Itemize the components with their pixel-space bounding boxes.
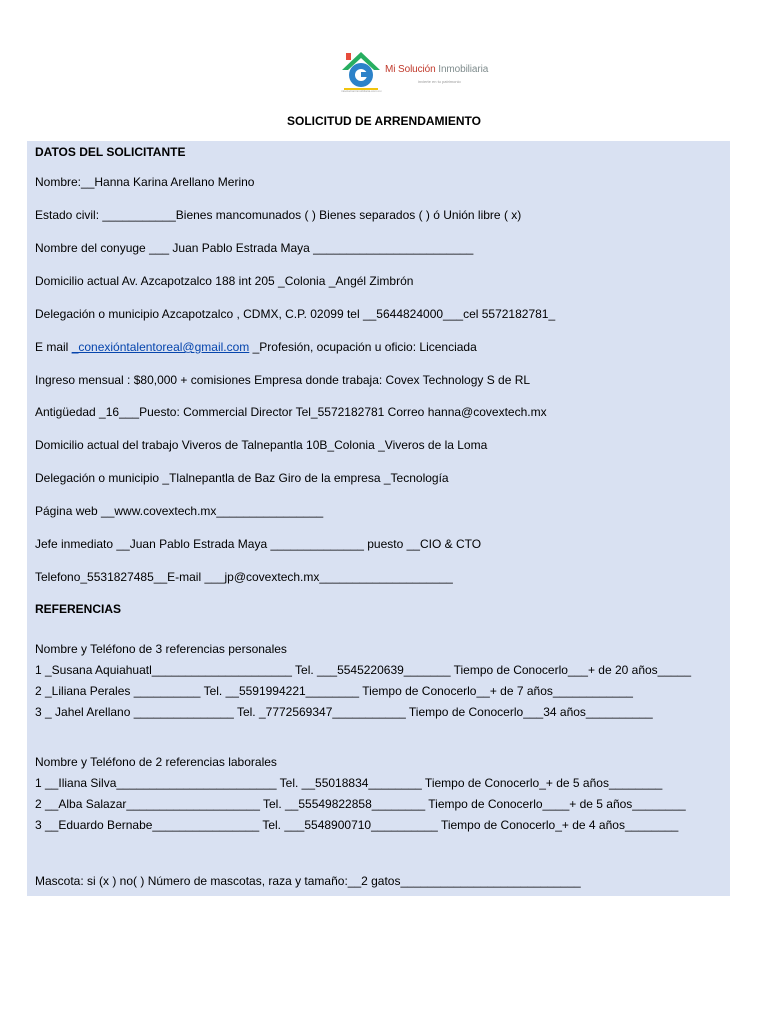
field-boss-contact: Telefono_5531827485__E-mail ___jp@covextech.mx____________________ — [35, 570, 453, 584]
field-work-municipality: Delegación o municipio _Tlalnepantla de Baz Giro de la empresa _Tecnología — [35, 471, 449, 485]
field-municipality: Delegación o municipio Azcapotzalco , CDMX, C.P. 02099 tel __5644824000___cel 5572182781_ — [35, 307, 556, 321]
field-name: Nombre:__Hanna Karina Arellano Merino — [35, 175, 255, 189]
field-boss: Jefe inmediato __Juan Pablo Estrada Maya ______________ puesto __CIO & CTO — [35, 537, 482, 551]
personal-reference-row: 1 _Susana Aquiahuatl_____________________ Tel. ___5545220639_______ Tiempo de Conocerlo___+ de 20 años_____ — [35, 663, 692, 677]
work-references-intro: Nombre y Teléfono de 2 referencias laborales — [35, 755, 277, 769]
personal-reference-row: 3 _ Jahel Arellano _______________ Tel. _7772569347___________ Tiempo de Conocerlo___34 años__________ — [35, 705, 653, 719]
work-reference-row: 2 __Alba Salazar____________________ Tel. __55549822858________ Tiempo de Conocerlo____+ de 5 años________ — [35, 797, 686, 811]
company-logo — [338, 48, 504, 98]
email-label: E mail — [35, 340, 72, 354]
personal-reference-row: 2 _Liliana Perales __________ Tel. __5591994221________ Tiempo de Conocerlo__+ de 7 años____________ — [35, 684, 633, 698]
logo-brand-name: Mi Solución Inmobiliaria — [385, 64, 489, 75]
work-reference-row: 3 __Eduardo Bernabe________________ Tel. ___5548900710__________ Tiempo de Conocerlo_+ de 4 años________ — [35, 818, 679, 832]
field-civil-status: Estado civil: ___________Bienes mancomunados ( ) Bienes separados ( ) ó Unión libre ( x) — [35, 208, 522, 222]
form-title: SOLICITUD DE ARRENDAMIENTO — [286, 114, 481, 128]
house-logo-icon — [338, 48, 384, 94]
field-pets: Mascota: si (x ) no( ) Número de mascotas, raza y tamaño:__2 gatos___________________________ — [35, 874, 581, 888]
field-email-profession — [35, 340, 477, 354]
field-work-address: Domicilio actual del trabajo Viveros de Talnepantla 10B_Colonia _Viveros de la Loma — [35, 438, 488, 452]
profession-text: _Profesión, ocupación u oficio: Licenciada — [249, 340, 477, 354]
work-reference-row: 1 __Iliana Silva________________________ Tel. __55018834________ Tiempo de Conocerlo_+ de 5 años________ — [35, 776, 663, 790]
personal-references-intro: Nombre y Teléfono de 3 referencias personales — [35, 642, 287, 656]
applicant-heading: DATOS DEL SOLICITANTE — [35, 145, 186, 159]
field-income: Ingreso mensual : $80,000 + comisiones Empresa donde trabaja: Covex Technology S de RL — [35, 373, 531, 387]
email-link[interactable]: _conexióntalentoreal@gmail.com — [71, 340, 250, 354]
logo-tagline: invierte en tu patrimonio — [418, 79, 461, 84]
field-spouse: Nombre del conyuge ___ Juan Pablo Estrada Maya ________________________ — [35, 241, 474, 255]
logo-url: misolucioninmobiliaria.com.mx — [341, 89, 382, 93]
field-address: Domicilio actual Av. Azcapotzalco 188 int 205 _Colonia _Angél Zimbrón — [35, 274, 414, 288]
field-website: Página web __www.covextech.mx________________ — [35, 504, 324, 518]
references-heading: REFERENCIAS — [35, 602, 122, 616]
field-seniority: Antigüedad _16___Puesto: Commercial Director Tel_5572182781 Correo hanna@covextech.mx — [35, 405, 547, 419]
